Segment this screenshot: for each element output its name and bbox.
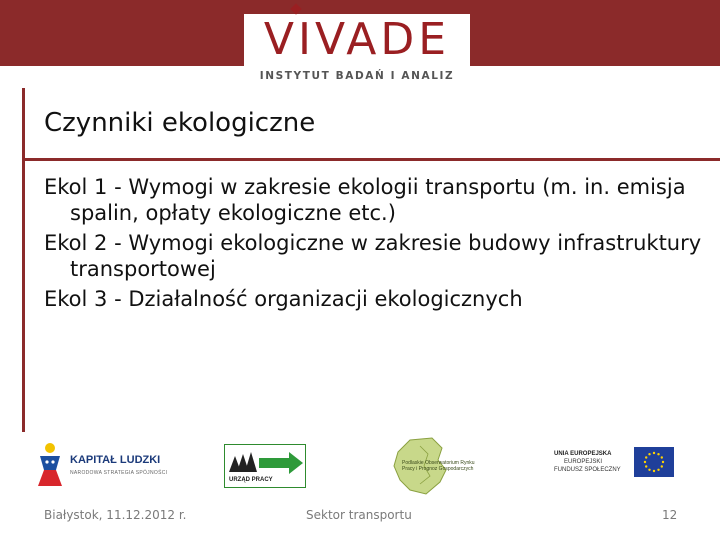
eu-line-2: EUROPEJSKI [564,459,603,465]
footer-date: Białystok, 11.12.2012 r. [44,508,187,522]
kapital-ludzki-subtitle: NARODOWA STRATEGIA SPÓJNOŚCI [70,470,168,476]
urzad-pracy-name: URZĄD PRACY [229,477,273,483]
brand-logo-text: VIVADE [263,14,451,65]
podlaskie-map-logo [380,436,500,496]
kapital-ludzki-name: KAPITAŁ LUDZKI [70,454,161,466]
slide-content [44,174,704,316]
footer-topic: Sektor transportu [306,508,412,522]
kapital-ludzki-icon [36,440,66,488]
eu-line-3: FUNDUSZ SPOŁECZNY [554,467,621,473]
eu-line-1: UNIA EUROPEJSKA [554,451,612,457]
brand-tagline: INSTYTUT BADAŃ I ANALIZ [259,70,455,82]
urzad-pracy-logo [224,444,306,488]
content-item-ekol-2: Ekol 2 - Wymogi ekologiczne w zakresie budowy infrastruktury transportowej [44,231,702,281]
slide-title: Czynniki ekologiczne [44,108,316,138]
urzad-pracy-arrow-icon [225,446,305,476]
eu-stars-icon [634,447,674,477]
kapital-ludzki-logo [36,438,176,490]
footer-page-number: 12 [662,508,678,522]
eu-flag-icon [634,447,674,477]
content-item-ekol-3: Ekol 3 - Działalność organizacji ekologicznych [44,287,523,311]
content-item-ekol-1: Ekol 1 - Wymogi w zakresie ekologii transportu (m. in. emisja spalin, opłaty ekologiczne etc.) [44,175,686,225]
obserwatorium-text: Podlaskie Obserwatorium Rynku Pracy i Prognoz Gospodarczych [402,460,475,472]
vertical-divider [22,88,25,432]
eu-logo [542,440,678,486]
horizontal-divider [22,158,720,161]
